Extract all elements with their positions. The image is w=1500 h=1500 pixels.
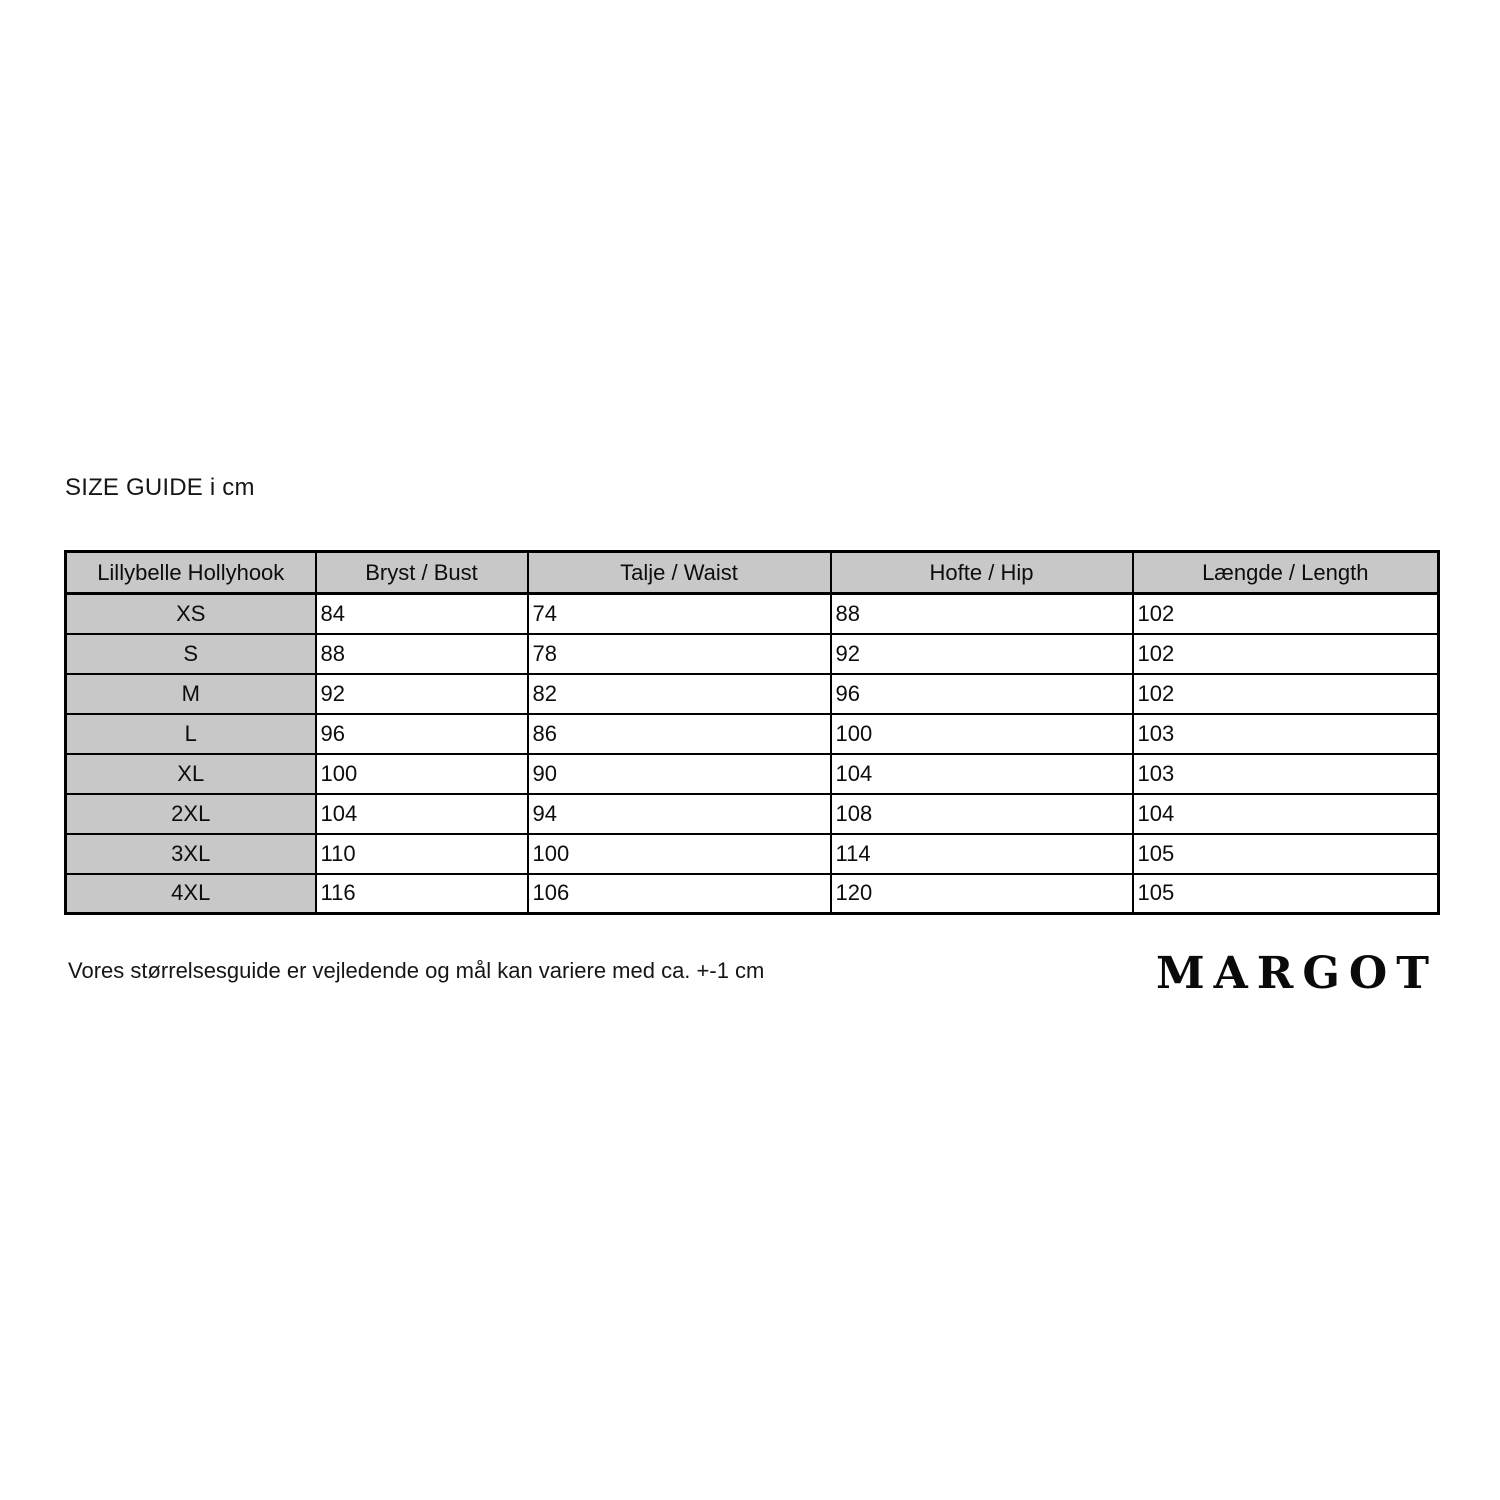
table-row (66, 754, 1439, 794)
hip-value: 92 (831, 634, 1133, 674)
length-value: 102 (1133, 594, 1439, 634)
table-row (66, 634, 1439, 674)
table-row (66, 674, 1439, 714)
hip-value: 100 (831, 714, 1133, 754)
waist-value: 100 (528, 834, 831, 874)
hip-value: 108 (831, 794, 1133, 834)
hip-value: 88 (831, 594, 1133, 634)
bust-value: 100 (316, 754, 528, 794)
length-value: 105 (1133, 874, 1439, 914)
waist-value: 106 (528, 874, 831, 914)
bust-value: 84 (316, 594, 528, 634)
length-value: 102 (1133, 674, 1439, 714)
waist-value: 94 (528, 794, 831, 834)
bust-value: 116 (316, 874, 528, 914)
column-header-waist: Talje / Waist (528, 552, 831, 594)
size-label: L (66, 714, 316, 754)
length-value: 103 (1133, 714, 1439, 754)
brand-logo: MARGOT (1155, 948, 1438, 999)
waist-value: 86 (528, 714, 831, 754)
column-header-length: Længde / Length (1133, 552, 1439, 594)
hip-value: 114 (831, 834, 1133, 874)
table-row (66, 874, 1439, 914)
hip-value: 120 (831, 874, 1133, 914)
length-value: 102 (1133, 634, 1439, 674)
size-label: 2XL (66, 794, 316, 834)
page-title: SIZE GUIDE i cm (65, 474, 255, 501)
length-value: 103 (1133, 754, 1439, 794)
size-label: XS (66, 594, 316, 634)
hip-value: 96 (831, 674, 1133, 714)
size-guide-table (64, 550, 1440, 915)
waist-value: 82 (528, 674, 831, 714)
size-label: S (66, 634, 316, 674)
size-guide-disclaimer: Vores størrelsesguide er vejledende og mål kan variere med ca. +-1 cm (68, 958, 765, 983)
length-value: 104 (1133, 794, 1439, 834)
table-row (66, 834, 1439, 874)
bust-value: 92 (316, 674, 528, 714)
table-row (66, 714, 1439, 754)
column-header-hip: Hofte / Hip (831, 552, 1133, 594)
size-label: 3XL (66, 834, 316, 874)
bust-value: 104 (316, 794, 528, 834)
bust-value: 88 (316, 634, 528, 674)
hip-value: 104 (831, 754, 1133, 794)
bust-value: 96 (316, 714, 528, 754)
bust-value: 110 (316, 834, 528, 874)
length-value: 105 (1133, 834, 1439, 874)
table-row (66, 594, 1439, 634)
column-header-bust: Bryst / Bust (316, 552, 528, 594)
size-label: XL (66, 754, 316, 794)
waist-value: 74 (528, 594, 831, 634)
table-header-row (66, 552, 1439, 594)
waist-value: 90 (528, 754, 831, 794)
table-row (66, 794, 1439, 834)
size-label: 4XL (66, 874, 316, 914)
size-label: M (66, 674, 316, 714)
waist-value: 78 (528, 634, 831, 674)
column-header-model: Lillybelle Hollyhook (66, 552, 316, 594)
